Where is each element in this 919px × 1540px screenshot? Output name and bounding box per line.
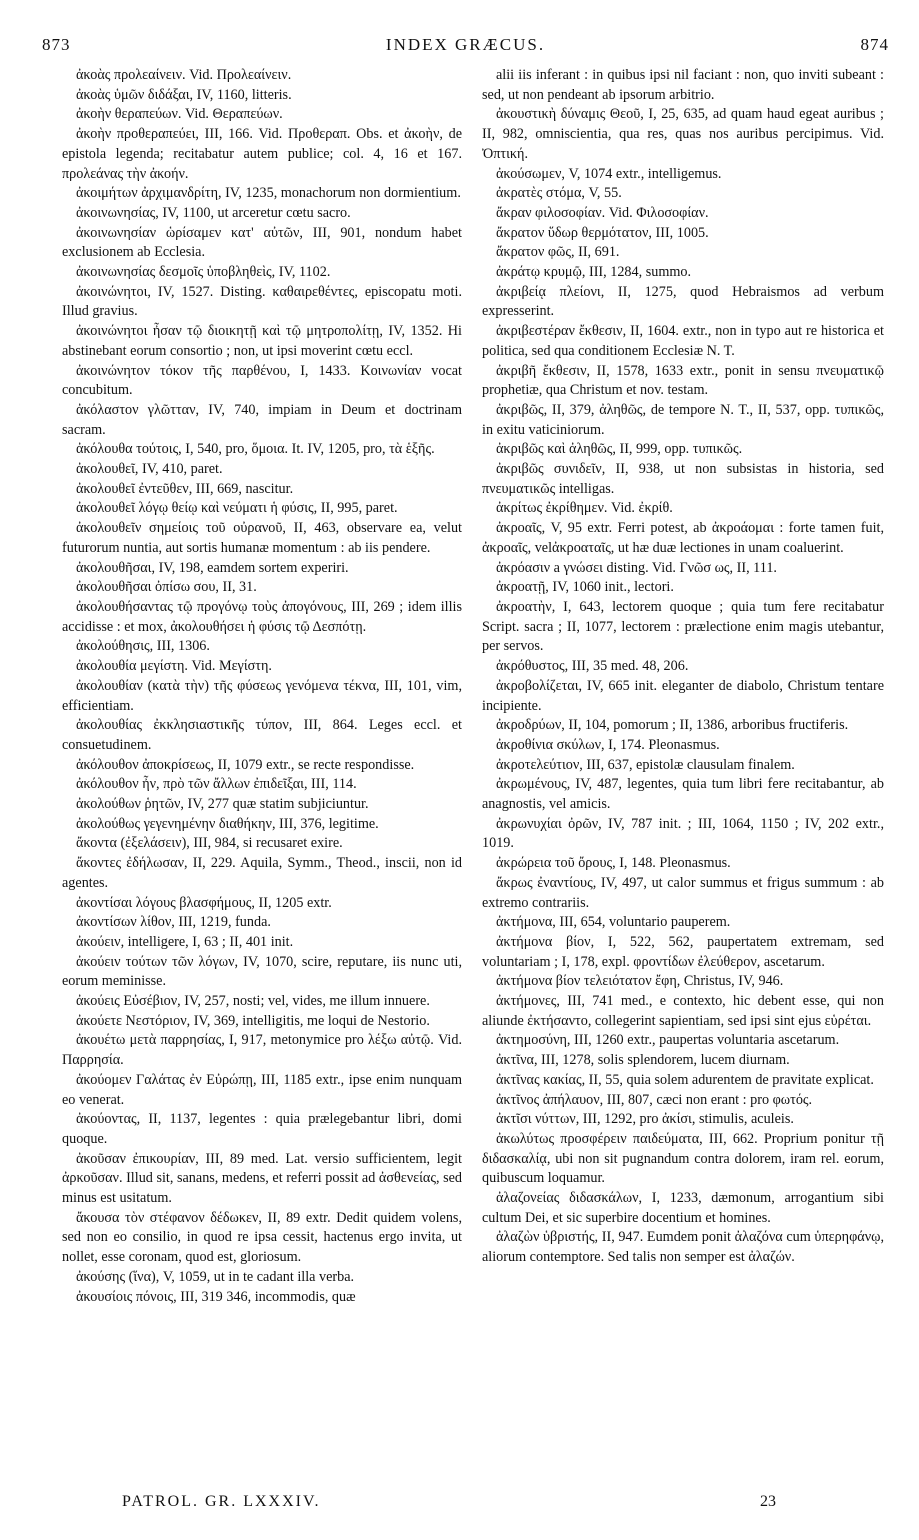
index-entry: ἀκοὴν θεραπεύων. Vid. Θεραπεύων. [76, 106, 283, 123]
index-entry: ἀκουέτω μετὰ παρρησίας, I, 917, metonymice pro λέξω αὐτῷ. Vid. Παρρησία. [62, 1032, 462, 1069]
index-entry: ἀκόλουθον ἦν, πρὸ τῶν ἄλλων ἐπιδεῖξαι, III, 114. [76, 776, 357, 793]
index-entry: ἀκοὰς προλεαίνειν. Vid. Προλεαίνειν. [76, 67, 292, 83]
index-entry: ἀκολουθίαν (κατὰ τὴν) τῆς φύσεως γενόμενα τέκνα, III, 101, vim, efficientiam. [62, 677, 462, 714]
index-entry: ἀκόλουθον ἀποκρίσεως, II, 1079 extr., se recte respondisse. [76, 756, 415, 773]
index-entry: ἀκριβῶς, II, 379, ἀληθῶς, de tempore N. T., II, 537, opp. τυπικῶς, in exitu vaticiniorum. [482, 401, 884, 438]
index-entry: ἀκρωμένους, IV, 487, legentes, quia tum libri fere recitabantur, ab anagnostis, vel amicis. [482, 776, 884, 813]
page-header [42, 35, 889, 59]
index-entry: ἀκράτῳ κρυμῷ, III, 1284, summo. [496, 264, 692, 281]
footer-signature: PATROL. GR. LXXXIV. [122, 1493, 321, 1510]
index-entry: ἀκρόθυστος, III, 35 med. 48, 206. [496, 658, 689, 675]
index-entry: ἀλαζονείας διδασκάλων, I, 1233, dæmonum, arrogantium sibi cultum Dei, et sic superbire docentium et homines. [482, 1190, 884, 1226]
index-entry: ἀκολουθῆσαι, IV, 198, eamdem sortem experiri. [76, 559, 349, 576]
index-entry: alii iis inferant : in quibus ipsi nil faciant : non, quo inviti subeant : sed, ut non pendeant ab ipsorum arbitrio. [482, 67, 884, 103]
index-entry: ἄκοντα (ἐξελάσειν), III, 984, si recusaret exire. [76, 835, 343, 852]
index-entry: ἄκραν φιλοσοφίαν. Vid. Φιλοσοφίαν. [496, 204, 709, 221]
index-entry: ἀκοὰς ὑμῶν διδάξαι, IV, 1160, litteris. [76, 86, 292, 103]
index-entry: ἀκροτελεύτιον, III, 637, epistolæ clausulam finalem. [496, 756, 795, 773]
index-entry: ἀκούειν, intelligere, I, 63 ; II, 401 init. [76, 933, 294, 950]
index-entry: ἀκούετε Νεστόριον, IV, 369, intelligitis, me loqui de Nestorio. [76, 1012, 430, 1029]
index-entry: ἀκουστικὴ δύναμις Θεοῦ, I, 25, 635, ad quam haud egeat auribus ; II, 982, omniscientia, qua res, quas nos auribus percipimus. Vid. Ὀπτική. [482, 106, 884, 162]
footer-sheet-number: 23 [760, 1493, 776, 1510]
index-entry: ἀκριβῶς καὶ ἀληθῶς, II, 999, opp. τυπικῶς. [496, 441, 743, 458]
index-entry: ἀκτῖνος ἀπήλαυον, III, 807, cæci non erant : pro φωτός. [496, 1091, 813, 1108]
index-entry: ἀκούσης (ἵνα), V, 1059, ut in te cadant illa verba. [76, 1268, 355, 1285]
index-entry: ἀκροαῖς, V, 95 extr. Ferri potest, ab ἀκροάομαι : forte tamen fuit, ἀκροαῖς, velἀκροαταῖς, ut hæ duæ lectiones in unam coaluerint. [482, 520, 884, 556]
index-entry: ἀκριβῆ ἔκθεσιν, II, 1578, 1633 extr., ponit in sensu πνευματικῷ prophetiæ, qua Christum et nov. testam. [482, 362, 884, 399]
index-entry: ἀκοινωνησίαν ὡρίσαμεν κατ' αὐτῶν, III, 901, nondum habet exclusionem ab Ecclesia. [62, 224, 462, 261]
index-entry: ἀκούομεν Γαλάτας ἐν Εὐρώπῃ, III, 1185 extr., ipse enim nunquam eo venerat. [62, 1071, 462, 1108]
index-entry: ἀκτήμονες, III, 741 med., e contexto, hic debent esse, qui non aliunde ἐκτήσαντο, collegerint sapientiam, sed ipsi sint ejus εὑρέται. [482, 993, 884, 1029]
index-entry: ἀκτήμονα, III, 654, voluntario pauperem. [496, 914, 731, 931]
index-entry: ἀκολούθων ῥητῶν, IV, 277 quæ statim subjiciuntur. [76, 796, 369, 813]
index-entry: ἀκτῖνας κακίας, II, 55, quia solem adurentem de pravitate explicat. [496, 1071, 874, 1088]
index-entry: ἀκτημοσύνη, III, 1260 extr., paupertas voluntaria ascetarum. [496, 1032, 840, 1049]
index-entry: ἀκολουθεῖν σημείοις τοῦ οὐρανοῦ, II, 463, observare ea, velut futurorum nuntia, aut sortis humanæ momentum : ab iis pendere. [62, 520, 462, 556]
index-entry: ἀκολουθήσαντας τῷ προγόνῳ τοὺς ἀπογόνους, III, 269 ; idem illis accidisse : et mox, ἀκολουθήσει ἡ φύσις τῷ Δεσπότῃ. [62, 598, 462, 635]
index-entry: ἀκροατὴν, I, 643, lectorem quoque ; quia tum fere recitabatur Script. sacra ; II, 1077, lectorem : prælectione enim magis utebantur, per servos. [482, 598, 884, 655]
index-entry: ἀκοινώνητοι ἦσαν τῷ διοικητῇ καὶ τῷ μητροπολίτῃ, IV, 1352. Hi abstinebant eorum consortio ; non, ut ipsi moverint cœtu eccl. [62, 323, 462, 359]
left-column [62, 66, 462, 1307]
index-entry: ἀκριβείᾳ πλείονι, II, 1275, quod Hebraismos ad verbum expresserint. [482, 283, 884, 320]
index-entry: ἀκοιμήτων ἀρχιμανδρίτη, IV, 1235, monachorum non dormientium. [76, 185, 461, 202]
index-entry: ἀκοῦσαν ἐπικουρίαν, III, 89 med. Lat. versio sufficientem, legit ἀρκοῦσαν. Illud sit, sanans, medens, et referri possit ad ἀσθενείας, sed minus est usitatum. [62, 1150, 462, 1207]
page-number-right: 874 [860, 35, 889, 54]
index-entry: ἀκρατὲς στόμα, V, 55. [496, 185, 622, 202]
index-entry: ἀκούοντας, II, 1137, legentes : quia prælegebantur libri, domi quoque. [62, 1111, 462, 1147]
index-entry: ἀκροατῇ, IV, 1060 init., lectori. [496, 579, 674, 596]
index-entry: ἀκριβῶς συνιδεῖν, II, 938, ut non subsistas in historia, sed πνευματικῶς intelligas. [482, 461, 884, 497]
index-entry: ἀκολουθεῖ, IV, 410, paret. [76, 461, 223, 478]
index-entry: ἀκουσίοις πόνοις, III, 319 346, incommodis, quæ [76, 1288, 356, 1305]
index-entry: ἀκοινώνητον τόκον τῆς παρθένου, I, 1433. Κοινωνίαν vocat concubitum. [62, 362, 462, 399]
index-entry: ἄκρατον φῶς, II, 691. [496, 244, 620, 261]
index-entry: ἀκολουθεῖ λόγῳ θείῳ καὶ νεύματι ἡ φύσις, II, 995, paret. [76, 500, 398, 517]
index-entry: ἀκτήμονα βίον τελειότατον ἔφη, Christus, IV, 946. [496, 973, 784, 990]
index-entry: ἀκοντίσων λίθον, III, 1219, funda. [76, 914, 271, 931]
index-entry: ἀκροβολίζεται, IV, 665 init. eleganter de diabolo, Christum tentare incipiente. [482, 677, 884, 714]
index-entry: ἀκολούθως γεγενημένην διαθήκην, III, 376, legitime. [76, 815, 379, 832]
index-entry: ἀκοινωνησίας, IV, 1100, ut arceretur cœtu sacro. [76, 204, 351, 221]
index-entry: ἀκόλουθα τούτοις, I, 540, pro, ὅμοια. It. IV, 1205, pro, τὰ ἑξῆς. [76, 441, 435, 458]
index-entry: ἀκρόασιν a γνώσει disting. Vid. Γνῶσ ως, II, 111. [496, 559, 777, 576]
index-entry: ἀκτῖνα, III, 1278, solis splendorem, lucem diurnam. [496, 1052, 790, 1069]
index-entry: ἀκρωνυχίαι ὀρῶν, IV, 787 init. ; III, 1064, 1150 ; IV, 202 extr., 1019. [482, 815, 884, 852]
index-entry: ἄκουσα τὸν στέφανον δέδωκεν, II, 89 extr. Dedit quidem volens, sed non eo consilio, in quod re ipsa cessit, hactenus ergo invita, ut nollet, esse coronam, quod est, gloriosum. [62, 1209, 462, 1266]
index-entry: ἀκολουθίας ἐκκλησιαστικῆς τύπον, III, 864. Leges eccl. et consuetudinem. [62, 717, 462, 753]
index-entry: ἀκούεις Εὐσέβιον, IV, 257, nosti; vel, vides, me illum innuere. [76, 993, 430, 1010]
index-entry: ἀκτήμονα βίον, I, 522, 562, paupertatem extremam, sed voluntariam ; I, 178, expl. φροντίδων ἐλεύθερον, ascetarum. [482, 933, 884, 970]
index-entry: ἀκούσωμεν, V, 1074 extr., intelligemus. [496, 165, 722, 182]
running-title: INDEX GRÆCUS. [385, 35, 546, 54]
index-entry: ἀκολουθῆσαι ὀπίσω σου, II, 31. [76, 579, 257, 596]
index-entry: ἀκοντίσαι λόγους βλασφήμους, II, 1205 extr. [76, 894, 332, 911]
index-entry: ἀκρίτως ἐκρίθημεν. Vid. ἐκρίθ. [496, 500, 673, 517]
index-entry: ἀλαζὼν ὑβριστής, II, 947. Eumdem ponit ἀλαζόνα cum ὑπερηφάνῳ, aliorum contemptore. Sed talis non semper est ἀλαζών. [482, 1229, 884, 1266]
index-entry: ἀκόλαστον γλῶτταν, IV, 740, impiam in Deum et doctrinam sacram. [62, 401, 462, 438]
index-entry: ἀκούειν τούτων τῶν λόγων, IV, 1070, scire, reputare, iis nunc uti, eorum meminisse. [62, 953, 462, 990]
index-entry: ἀκολουθεῖ ἐντεῦθεν, III, 669, nascitur. [76, 480, 294, 497]
index-entry: ἀκολούθησις, III, 1306. [76, 638, 210, 655]
index-entry: ἀκοινώνητοι, IV, 1527. Disting. καθαιρεθέντες, episcopatu moti. Illud gravius. [62, 283, 462, 320]
index-entry: ἀκοὴν προθεραπεύει, III, 166. Vid. Προθεραπ. Obs. et ἀκοὴν, de epistola legenda; recitabatur autem publice; col. 4, 16 et 167. προλεάνας τὴν ἀκοήν. [62, 126, 462, 182]
index-entry: ἀκροθίνια σκύλων, I, 174. Pleonasmus. [496, 736, 720, 753]
index-entry: ἄκρως ἐναντίους, IV, 497, ut calor summus et frigus summum : ab extremo contrariis. [482, 874, 884, 911]
index-entry: ἀκροδρύων, II, 104, pomorum ; II, 1386, arboribus fructiferis. [496, 717, 849, 734]
index-entry: ἀκωλύτως προσφέρειν παιδεύματα, III, 662. Proprium ponitur τῇ διδασκαλίᾳ, ubi non sit pugnandum contra dolorem, iram rel. eorum, quibuscum loquamur. [482, 1130, 884, 1187]
page-number-left: 873 [42, 35, 71, 54]
index-entry: ἀκοινωνησίας δεσμοῖς ὑποβληθεὶς, IV, 1102. [76, 264, 331, 281]
index-entry: ἀκρώρεια τοῦ ὄρους, I, 148. Pleonasmus. [496, 855, 731, 872]
index-entry: ἄκρατον ὕδωρ θερμότατον, III, 1005. [496, 224, 709, 241]
index-entry: ἀκτῖσι νύττων, III, 1292, pro ἀκίσι, stimulis, aculeis. [496, 1111, 794, 1128]
index-entry: ἄκοντες ἐδήλωσαν, II, 229. Aquila, Symm., Theod., inscii, non id agentes. [62, 855, 462, 891]
right-column [482, 66, 884, 1268]
index-entry: ἀκολουθία μεγίστη. Vid. Μεγίστη. [76, 658, 272, 675]
index-entry: ἀκριβεστέραν ἔκθεσιν, II, 1604. extr., non in typo aut re historica et politica, sed qua conditionem Ecclesiæ N. T. [482, 323, 884, 359]
